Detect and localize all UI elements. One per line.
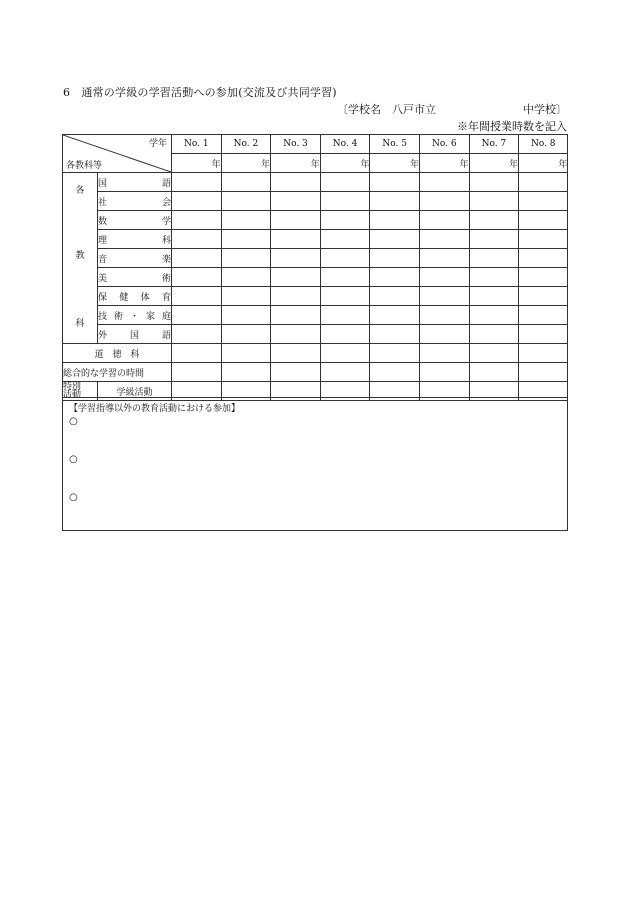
grade-unit-3: 年	[271, 154, 321, 173]
moral-cell-4[interactable]	[320, 344, 370, 363]
subject-6-cell-4[interactable]	[320, 268, 370, 287]
subject-6-cell-7[interactable]	[469, 268, 519, 287]
integrated-cell-5[interactable]	[370, 363, 420, 382]
subject-4-cell-3[interactable]	[271, 230, 321, 249]
subject-3-cell-3[interactable]	[271, 211, 321, 230]
subject-4-cell-6[interactable]	[419, 230, 469, 249]
group-char-2: 教	[75, 251, 85, 261]
annual-hours-note: ※年間授業時数を記入	[457, 120, 567, 133]
subject-label-3	[98, 211, 172, 230]
subject-6-cell-2[interactable]	[221, 268, 271, 287]
subject-6-cell-3[interactable]	[271, 268, 321, 287]
subject-9-cell-1[interactable]	[172, 325, 222, 344]
subject-1-cell-3[interactable]	[271, 173, 321, 192]
subject-label-2	[98, 192, 172, 211]
subject-char: 科	[161, 235, 171, 246]
bullet-1: ○	[69, 416, 78, 427]
subject-4-cell-7[interactable]	[469, 230, 519, 249]
integrated-cell-2[interactable]	[221, 363, 271, 382]
subject-6-cell-1[interactable]	[172, 268, 222, 287]
subject-6-cell-6[interactable]	[419, 268, 469, 287]
integrated-study-label: 総合的な学習の時間	[63, 363, 172, 382]
subject-9-cell-5[interactable]	[370, 325, 420, 344]
corner-subject-label: 各教科等	[66, 161, 103, 171]
subject-char: 術	[113, 311, 123, 322]
subject-char: 音	[98, 254, 108, 265]
subject-char: 外	[98, 330, 108, 341]
subject-9-cell-8[interactable]	[519, 325, 568, 344]
subject-8-cell-3[interactable]	[271, 306, 321, 325]
subject-1-cell-5[interactable]	[370, 173, 420, 192]
moral-cell-7[interactable]	[469, 344, 519, 363]
subject-char: 国	[98, 178, 108, 189]
grade-header-4: No. 4	[320, 135, 370, 154]
subject-9-cell-2[interactable]	[221, 325, 271, 344]
subject-char: 技	[98, 311, 108, 322]
grade-header-5: No. 5	[370, 135, 420, 154]
subject-8-cell-7[interactable]	[469, 306, 519, 325]
subject-9-cell-7[interactable]	[469, 325, 519, 344]
integrated-cell-4[interactable]	[320, 363, 370, 382]
subject-label-7	[98, 287, 172, 306]
subject-3-cell-7[interactable]	[469, 211, 519, 230]
moral-cell-3[interactable]	[271, 344, 321, 363]
subject-char: 社	[98, 197, 108, 208]
subject-5-cell-2[interactable]	[221, 249, 271, 268]
subject-5-cell-7[interactable]	[469, 249, 519, 268]
grade-unit-1: 年	[172, 154, 222, 173]
bullet-2: ○	[69, 454, 78, 465]
group-char-3: 科	[75, 319, 85, 329]
subject-5-cell-8[interactable]	[519, 249, 568, 268]
table-row	[63, 192, 568, 211]
subject-7-cell-6[interactable]	[419, 287, 469, 306]
subject-char: 健	[119, 292, 129, 303]
bullet-3: ○	[69, 492, 78, 503]
subject-7-cell-8[interactable]	[519, 287, 568, 306]
subject-2-cell-2[interactable]	[221, 192, 271, 211]
subject-5-cell-5[interactable]	[370, 249, 420, 268]
subject-char: 術	[161, 273, 171, 284]
subject-2-cell-6[interactable]	[419, 192, 469, 211]
grade-header-6: No. 6	[419, 135, 469, 154]
section-heading: 6 通常の学級の学習活動への参加(交流及び共同学習)	[63, 86, 337, 99]
other-activities-box	[62, 397, 568, 531]
subject-2-cell-4[interactable]	[320, 192, 370, 211]
other-activities-title: 【学習指導以外の教育活動における参加】	[69, 404, 241, 414]
table-row	[63, 230, 568, 249]
subject-char: 会	[161, 197, 171, 208]
subject-label-8	[98, 306, 172, 325]
homeroom-label: 学級活動	[98, 382, 172, 401]
subject-char: 美	[98, 273, 108, 284]
subject-char: 理	[98, 235, 108, 246]
subject-2-cell-3[interactable]	[271, 192, 321, 211]
subject-char: ・	[129, 311, 139, 322]
participation-table	[62, 134, 568, 401]
integrated-cell-7[interactable]	[469, 363, 519, 382]
subject-5-cell-3[interactable]	[271, 249, 321, 268]
subject-3-cell-8[interactable]	[519, 211, 568, 230]
subject-3-cell-6[interactable]	[419, 211, 469, 230]
subject-label-5	[98, 249, 172, 268]
moral-cell-1[interactable]	[172, 344, 222, 363]
subject-2-cell-8[interactable]	[519, 192, 568, 211]
subject-7-cell-1[interactable]	[172, 287, 222, 306]
grade-unit-6: 年	[419, 154, 469, 173]
subject-7-cell-2[interactable]	[221, 287, 271, 306]
table-row	[63, 173, 568, 192]
group-char-1: 各	[75, 186, 85, 196]
subject-1-cell-6[interactable]	[419, 173, 469, 192]
subject-6-cell-8[interactable]	[519, 268, 568, 287]
subject-7-cell-4[interactable]	[320, 287, 370, 306]
subject-8-cell-4[interactable]	[320, 306, 370, 325]
subject-char: 家	[145, 311, 155, 322]
subject-6-cell-5[interactable]	[370, 268, 420, 287]
subject-char: 体	[140, 292, 150, 303]
subject-5-cell-6[interactable]	[419, 249, 469, 268]
table-row	[63, 325, 568, 344]
table-row	[63, 211, 568, 230]
subject-char: 庭	[161, 311, 171, 322]
subject-8-cell-1[interactable]	[172, 306, 222, 325]
table-corner-header	[63, 135, 172, 173]
subject-4-cell-1[interactable]	[172, 230, 222, 249]
table-row	[63, 249, 568, 268]
subject-2-cell-7[interactable]	[469, 192, 519, 211]
subject-5-cell-1[interactable]	[172, 249, 222, 268]
school-name-prefix: 〔学校名 八戸市立	[337, 103, 436, 116]
subject-4-cell-2[interactable]	[221, 230, 271, 249]
subject-char: 数	[98, 216, 108, 227]
special-line-1: 特別	[63, 382, 82, 392]
grade-unit-2: 年	[221, 154, 271, 173]
subject-label-4	[98, 230, 172, 249]
grade-unit-7: 年	[469, 154, 519, 173]
grade-header-2: No. 2	[221, 135, 271, 154]
subject-9-cell-6[interactable]	[419, 325, 469, 344]
subject-8-cell-8[interactable]	[519, 306, 568, 325]
table-row	[63, 287, 568, 306]
grade-unit-5: 年	[370, 154, 420, 173]
subject-char: 学	[161, 216, 171, 227]
subject-char: 楽	[161, 254, 171, 265]
subject-2-cell-5[interactable]	[370, 192, 420, 211]
moral-cell-6[interactable]	[419, 344, 469, 363]
integrated-cell-8[interactable]	[519, 363, 568, 382]
subject-4-cell-5[interactable]	[370, 230, 420, 249]
moral-label: 道 徳 科	[63, 344, 172, 363]
integrated-cell-6[interactable]	[419, 363, 469, 382]
grade-unit-8: 年	[519, 154, 568, 173]
integrated-cell-3[interactable]	[271, 363, 321, 382]
grade-unit-4: 年	[320, 154, 370, 173]
subject-5-cell-4[interactable]	[320, 249, 370, 268]
subject-8-cell-5[interactable]	[370, 306, 420, 325]
subject-3-cell-4[interactable]	[320, 211, 370, 230]
subject-7-cell-7[interactable]	[469, 287, 519, 306]
grade-header-3: No. 3	[271, 135, 321, 154]
subject-3-cell-2[interactable]	[221, 211, 271, 230]
subject-label-1	[98, 173, 172, 192]
subject-2-cell-1[interactable]	[172, 192, 222, 211]
table-row	[63, 306, 568, 325]
subject-1-cell-1[interactable]	[172, 173, 222, 192]
subject-3-cell-1[interactable]	[172, 211, 222, 230]
subject-1-cell-2[interactable]	[221, 173, 271, 192]
subject-char: 国	[129, 330, 139, 341]
subject-4-cell-4[interactable]	[320, 230, 370, 249]
grade-header-8: No. 8	[519, 135, 568, 154]
subject-1-cell-4[interactable]	[320, 173, 370, 192]
moral-cell-5[interactable]	[370, 344, 420, 363]
subject-1-cell-8[interactable]	[519, 173, 568, 192]
subject-9-cell-4[interactable]	[320, 325, 370, 344]
subject-group-label	[63, 173, 98, 344]
subject-8-cell-2[interactable]	[221, 306, 271, 325]
grade-header-1: No. 1	[172, 135, 222, 154]
subject-char: 語	[161, 178, 171, 189]
subject-label-9	[98, 325, 172, 344]
subject-label-6	[98, 268, 172, 287]
subject-7-cell-5[interactable]	[370, 287, 420, 306]
subject-7-cell-3[interactable]	[271, 287, 321, 306]
table-row	[63, 268, 568, 287]
grade-header-7: No. 7	[469, 135, 519, 154]
subject-1-cell-7[interactable]	[469, 173, 519, 192]
special-line-2: 活動	[63, 390, 82, 400]
corner-grade-label: 学年	[148, 139, 167, 149]
integrated-cell-1[interactable]	[172, 363, 222, 382]
subject-char: 育	[161, 292, 171, 303]
subject-9-cell-3[interactable]	[271, 325, 321, 344]
subject-8-cell-6[interactable]	[419, 306, 469, 325]
subject-char: 語	[161, 330, 171, 341]
subject-char: 保	[98, 292, 108, 303]
moral-cell-2[interactable]	[221, 344, 271, 363]
moral-cell-8[interactable]	[519, 344, 568, 363]
subject-3-cell-5[interactable]	[370, 211, 420, 230]
school-name-suffix: 中学校〕	[523, 103, 567, 116]
subject-4-cell-8[interactable]	[519, 230, 568, 249]
